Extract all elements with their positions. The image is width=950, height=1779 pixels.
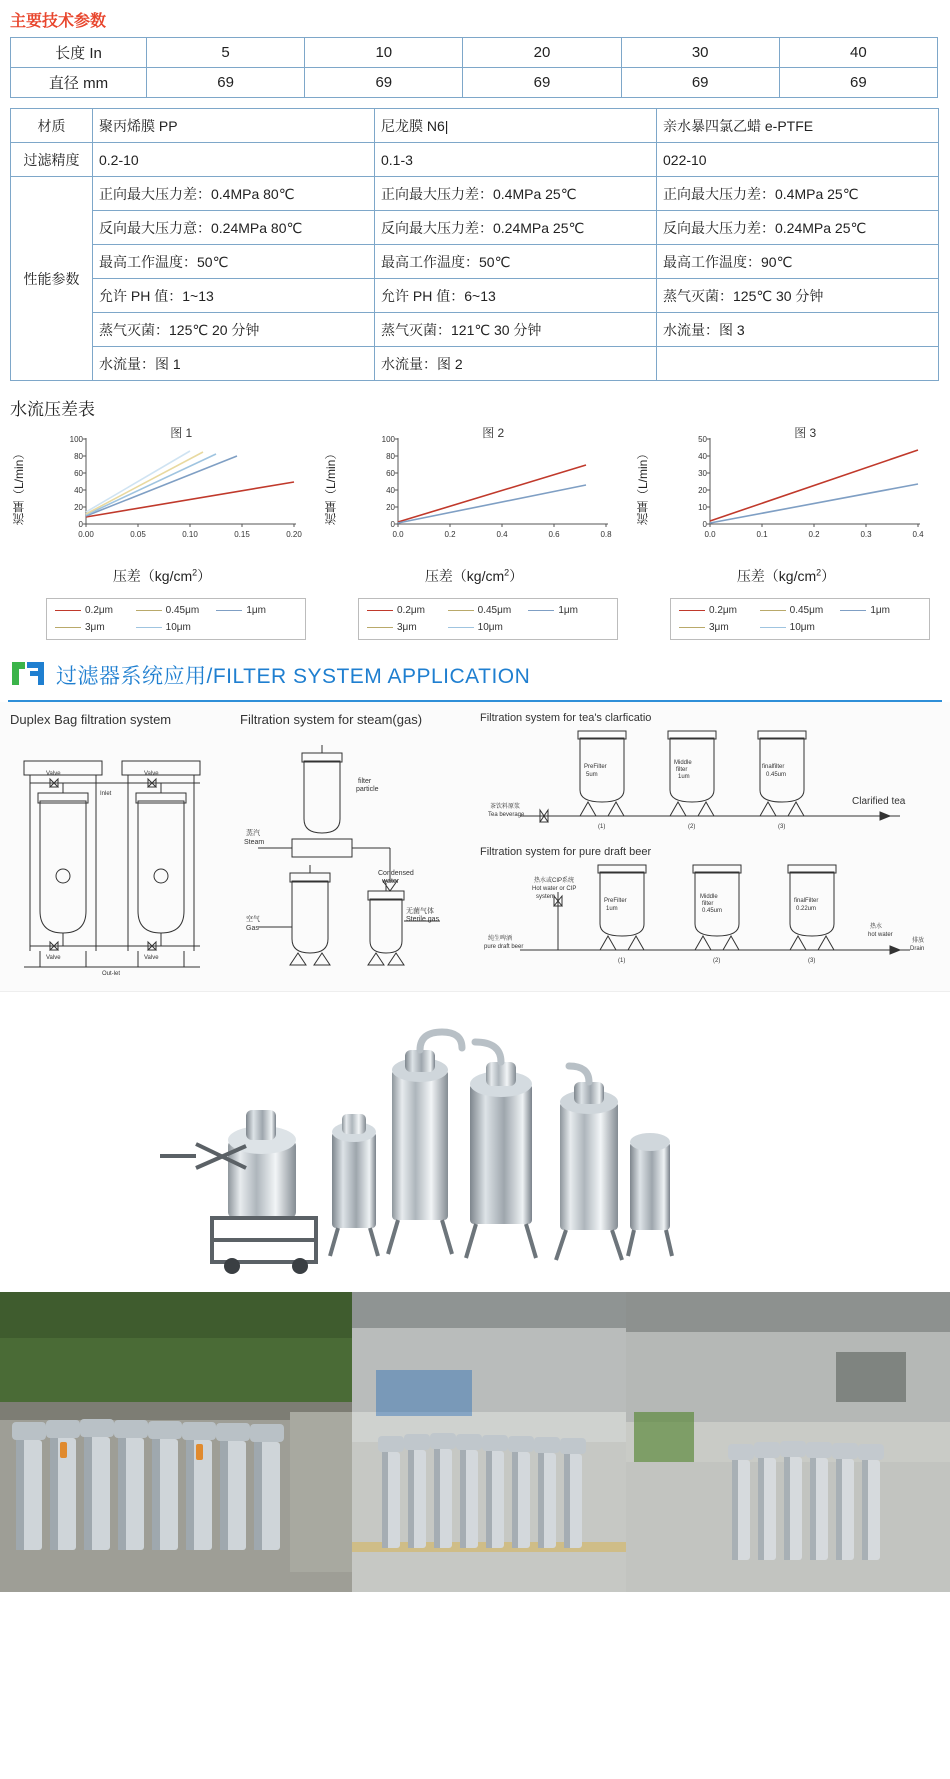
svg-text:(3): (3): [778, 824, 786, 830]
svg-text:Hot water or CIP: Hot water or CIP: [532, 886, 577, 892]
svg-text:40: 40: [74, 486, 83, 495]
svg-text:20: 20: [698, 486, 707, 495]
svg-text:(2): (2): [713, 958, 721, 964]
table-row: [11, 347, 939, 381]
diagram-duplex-bag: [0, 702, 230, 991]
svg-text:0.4: 0.4: [912, 530, 924, 539]
svg-text:Valve: Valve: [46, 955, 61, 961]
diagram-2-caption: Filtration system for steam(gas): [240, 712, 423, 727]
svg-text:空气: 空气: [246, 916, 260, 923]
performance-value: 允许 PH 值：1~13: [93, 279, 375, 313]
diagram-steam-gas: [230, 702, 470, 991]
svg-text:0.4: 0.4: [496, 530, 508, 539]
legend-label: 1μm: [246, 605, 266, 616]
svg-text:0.8: 0.8: [600, 530, 612, 539]
svg-text:80: 80: [386, 452, 395, 461]
spec-row-label: 长度 In: [11, 38, 147, 68]
chart-3-xlabel: 压差$(kg/cm^2)$: [736, 567, 836, 584]
performance-value-empty: [657, 347, 939, 381]
svg-text:0.6: 0.6: [548, 530, 560, 539]
page-title: 主要技术参数: [10, 13, 107, 30]
svg-text:Valve: Valve: [46, 771, 61, 777]
legend-label: 0.45μm: [477, 605, 512, 616]
table-row: [11, 68, 938, 98]
performance-value: 水流量：图 2: [375, 347, 657, 381]
svg-text:茶饮料原浆: 茶饮料原浆: [490, 804, 521, 810]
svg-text:0.2: 0.2: [444, 530, 456, 539]
svg-text:Valve: Valve: [144, 955, 159, 961]
performance-value: 最高工作温度：50℃: [93, 245, 375, 279]
chart-1-ylabel: 流量（L/min）: [12, 447, 26, 525]
legend-label: 10μm: [165, 622, 191, 633]
svg-text:60: 60: [386, 469, 395, 478]
svg-text:hot water: hot water: [868, 932, 893, 938]
factory-indoor-photo-3: [626, 1292, 950, 1592]
performance-value: 反向最大压力差：0.24MPa 25℃: [657, 211, 939, 245]
factory-indoor-photo-2: [352, 1292, 626, 1592]
spec-table: [10, 37, 938, 98]
svg-text:(1): (1): [598, 824, 606, 830]
svg-text:蒸汽: 蒸汽: [246, 830, 260, 837]
application-title-row: [0, 640, 950, 698]
legend-swatch: [679, 627, 705, 628]
svg-text:0.10: 0.10: [182, 530, 198, 539]
svg-text:50: 50: [698, 435, 707, 444]
performance-value: 水流量：图 1: [93, 347, 375, 381]
svg-text:finalfilter: finalfilter: [762, 764, 785, 770]
legend-swatch: [55, 627, 81, 628]
svg-text:filter: filter: [358, 778, 372, 785]
performance-value: 允许 PH 值：6~13: [375, 279, 657, 313]
chart-3-canvas: [676, 424, 930, 544]
spec-cell: 30: [621, 38, 779, 68]
svg-text:0: 0: [702, 520, 707, 529]
application-title-cn: 过滤器系统应用: [56, 665, 207, 688]
svg-text:Condensed: Condensed: [378, 870, 414, 877]
precision-value: 022-10: [657, 143, 939, 177]
performance-value: 反向最大压力差：0.24MPa 25℃: [375, 211, 657, 245]
svg-text:particle: particle: [356, 786, 379, 793]
legend-swatch: [528, 610, 554, 611]
svg-text:0.3: 0.3: [860, 530, 872, 539]
legend-label: 1μm: [558, 605, 578, 616]
legend-item: [448, 622, 529, 633]
legend-label: 1μm: [870, 605, 890, 616]
performance-label: 性能参数: [11, 177, 93, 381]
legend-swatch: [367, 627, 393, 628]
legend-label: 0.2μm: [397, 605, 425, 616]
performance-value: 正向最大压力差：0.4MPa 25℃: [375, 177, 657, 211]
svg-text:10: 10: [698, 503, 707, 512]
precision-value: 0.2-10: [93, 143, 375, 177]
legend-label: 3μm: [709, 622, 729, 633]
material-table: [10, 108, 939, 381]
svg-text:Inlet: Inlet: [100, 791, 112, 797]
chart-1-canvas: [52, 424, 306, 544]
factory-photo-row: [0, 1292, 950, 1592]
chart-1-plot: [52, 424, 306, 544]
chart-2-canvas: [364, 424, 618, 544]
svg-text:80: 80: [74, 452, 83, 461]
svg-text:100: 100: [69, 435, 83, 444]
diagrams-row: [0, 702, 950, 992]
svg-text:40: 40: [386, 486, 395, 495]
svg-text:无菌气体: 无菌气体: [406, 908, 434, 915]
charts-container: [0, 424, 950, 640]
diagram-3-caption-top: Filtration system for tea's clarficatio: [480, 712, 652, 724]
svg-text:Gas: Gas: [246, 925, 259, 932]
performance-value: 最高工作温度：90℃: [657, 245, 939, 279]
spec-cell: 40: [779, 38, 937, 68]
spec-cell: 69: [779, 68, 937, 98]
legend-item: [679, 605, 760, 616]
legend-swatch: [760, 610, 786, 611]
svg-text:0: 0: [390, 520, 395, 529]
legend-swatch: [448, 627, 474, 628]
svg-text:0.45um: 0.45um: [766, 772, 787, 778]
legend-swatch: [367, 610, 393, 611]
spec-cell: 5: [147, 38, 305, 68]
legend-item: [136, 605, 217, 616]
legend-item: [448, 605, 529, 616]
svg-text:water: water: [382, 878, 400, 885]
svg-text:排放: 排放: [912, 938, 925, 944]
svg-text:20: 20: [386, 503, 395, 512]
legend-item: [136, 622, 217, 633]
chart-1-title: 图 1: [170, 426, 193, 440]
svg-text:40: 40: [698, 452, 707, 461]
chart-2-xlabel: 压差$(kg/cm^2)$: [424, 567, 524, 584]
svg-text:finalFilter: finalFilter: [794, 898, 819, 904]
legend-label: 3μm: [85, 622, 105, 633]
legend-swatch: [760, 627, 786, 628]
legend-label: 0.2μm: [85, 605, 113, 616]
spec-cell: 20: [463, 38, 621, 68]
legend-item: [55, 605, 136, 616]
svg-text:(2): (2): [688, 824, 696, 830]
legend-swatch: [136, 610, 162, 611]
svg-text:热水或CIP系统: 热水或CIP系统: [534, 878, 575, 884]
svg-text:60: 60: [74, 469, 83, 478]
svg-text:Middle: Middle: [700, 894, 718, 900]
svg-text:0.15: 0.15: [234, 530, 250, 539]
legend-label: 0.2μm: [709, 605, 737, 616]
svg-text:Sterile gas: Sterile gas: [406, 916, 440, 923]
spec-cell: 69: [147, 68, 305, 98]
svg-text:0.1: 0.1: [756, 530, 768, 539]
svg-text:0.05: 0.05: [130, 530, 146, 539]
diagram-1-caption: Duplex Bag filtration system: [10, 712, 172, 727]
svg-text:1um: 1um: [678, 774, 690, 780]
legend-item: [840, 605, 921, 616]
svg-text:0: 0: [78, 520, 83, 529]
chart-3-legend: [670, 598, 930, 640]
legend-label: 10μm: [789, 622, 815, 633]
spec-cell: 69: [621, 68, 779, 98]
chart-1-xlabel: 压差$(kg/cm^2)$: [112, 567, 212, 584]
legend-swatch: [448, 610, 474, 611]
legend-item: [367, 605, 448, 616]
legend-label: 10μm: [477, 622, 503, 633]
legend-swatch: [840, 610, 866, 611]
svg-text:100: 100: [381, 435, 395, 444]
application-title: [56, 660, 530, 690]
svg-text:Tea beverage: Tea beverage: [488, 812, 525, 818]
svg-text:0.00: 0.00: [78, 530, 94, 539]
chart-1: [6, 424, 318, 640]
chart-2-plot: [364, 424, 618, 544]
factory-yard-photo-1: [0, 1292, 352, 1592]
table-row: [11, 177, 939, 211]
legend-swatch: [216, 610, 242, 611]
svg-text:0.20: 0.20: [286, 530, 302, 539]
table-row: [11, 211, 939, 245]
svg-text:20: 20: [74, 503, 83, 512]
performance-value: 反向最大压力意：0.24MPa 80℃: [93, 211, 375, 245]
spec-row-label: 直径 mm: [11, 68, 147, 98]
legend-item: [528, 605, 609, 616]
diagram-3-caption-bottom: Filtration system for pure draft beer: [480, 846, 652, 858]
diagram-tea-beer: [470, 702, 950, 991]
legend-item: [760, 622, 841, 633]
legend-label: 0.45μm: [165, 605, 200, 616]
chart-2-legend: [358, 598, 618, 640]
spec-cell: 69: [305, 68, 463, 98]
svg-text:Drain: Drain: [910, 946, 925, 952]
legend-item: [216, 605, 297, 616]
svg-text:5um: 5um: [586, 772, 598, 778]
table-row: [11, 245, 939, 279]
table-row: [11, 313, 939, 347]
performance-value: 蒸气灭菌：125℃ 20 分钟: [93, 313, 375, 347]
performance-value: 蒸气灭菌：121℃ 30 分钟: [375, 313, 657, 347]
legend-item: [679, 622, 760, 633]
table-row: [11, 109, 939, 143]
material-value: 尼龙膜 N6|: [375, 109, 657, 143]
legend-item: [760, 605, 841, 616]
svg-text:1um: 1um: [606, 906, 618, 912]
svg-text:Steam: Steam: [244, 839, 265, 846]
performance-value: 正向最大压力差：0.4MPa 25℃: [657, 177, 939, 211]
legend-item: [367, 622, 448, 633]
svg-text:0.0: 0.0: [704, 530, 716, 539]
chart-2-ylabel: 流量（L/min）: [324, 447, 338, 525]
precision-value: 0.1-3: [375, 143, 657, 177]
svg-text:Clarified tea: Clarified tea: [852, 796, 906, 807]
svg-text:Valve: Valve: [144, 771, 159, 777]
chart-2: [318, 424, 630, 640]
performance-value: 正向最大压力差：0.4MPa 80℃: [93, 177, 375, 211]
precision-label: 过滤精度: [11, 143, 93, 177]
svg-text:system: system: [536, 894, 556, 900]
svg-text:30: 30: [698, 469, 707, 478]
legend-label: 0.45μm: [789, 605, 824, 616]
legend-swatch: [679, 610, 705, 611]
material-label: 材质: [11, 109, 93, 143]
chart-1-legend: [46, 598, 306, 640]
performance-value: 水流量：图 3: [657, 313, 939, 347]
svg-text:PreFilter: PreFilter: [584, 764, 607, 770]
svg-text:0.45um: 0.45um: [702, 908, 723, 914]
legend-swatch: [55, 610, 81, 611]
svg-text:0.2: 0.2: [808, 530, 820, 539]
svg-text:(1): (1): [618, 958, 626, 964]
svg-text:PreFilter: PreFilter: [604, 898, 627, 904]
svg-text:0.0: 0.0: [392, 530, 404, 539]
performance-value: 蒸气灭菌：125℃ 30 分钟: [657, 279, 939, 313]
legend-item: [55, 622, 136, 633]
material-value: 亲水暴四氯乙蜡 e-PTFE: [657, 109, 939, 143]
product-group-photo: [0, 992, 950, 1292]
svg-text:热水: 热水: [870, 924, 883, 930]
svg-text:Middle: Middle: [674, 760, 692, 766]
table-row: [11, 38, 938, 68]
legend-label: 3μm: [397, 622, 417, 633]
svg-text:filter: filter: [676, 767, 688, 773]
svg-text:纯生啤酒: 纯生啤酒: [488, 936, 513, 942]
chart-2-title: 图 2: [482, 426, 505, 440]
svg-text:0.22um: 0.22um: [796, 906, 817, 912]
company-logo-icon: [10, 658, 46, 692]
table-row: [11, 143, 939, 177]
performance-value: 最高工作温度：50℃: [375, 245, 657, 279]
application-title-en: /FILTER SYSTEM APPLICATION: [206, 665, 531, 688]
spec-cell: 69: [463, 68, 621, 98]
legend-swatch: [136, 627, 162, 628]
table-row: [11, 279, 939, 313]
chart-3-ylabel: 流量（L/min）: [636, 447, 650, 525]
chart-3: [630, 424, 942, 640]
svg-text:filter: filter: [702, 901, 714, 907]
svg-text:pure draft beer: pure draft beer: [484, 944, 524, 950]
chart-3-title: 图 3: [794, 426, 817, 440]
svg-text:Out-let: Out-let: [102, 971, 121, 977]
spec-cell: 10: [305, 38, 463, 68]
material-value: 聚丙烯膜 PP: [93, 109, 375, 143]
charts-heading: 水流压差表: [10, 400, 95, 419]
svg-text:(3): (3): [808, 958, 816, 964]
chart-3-plot: [676, 424, 930, 544]
